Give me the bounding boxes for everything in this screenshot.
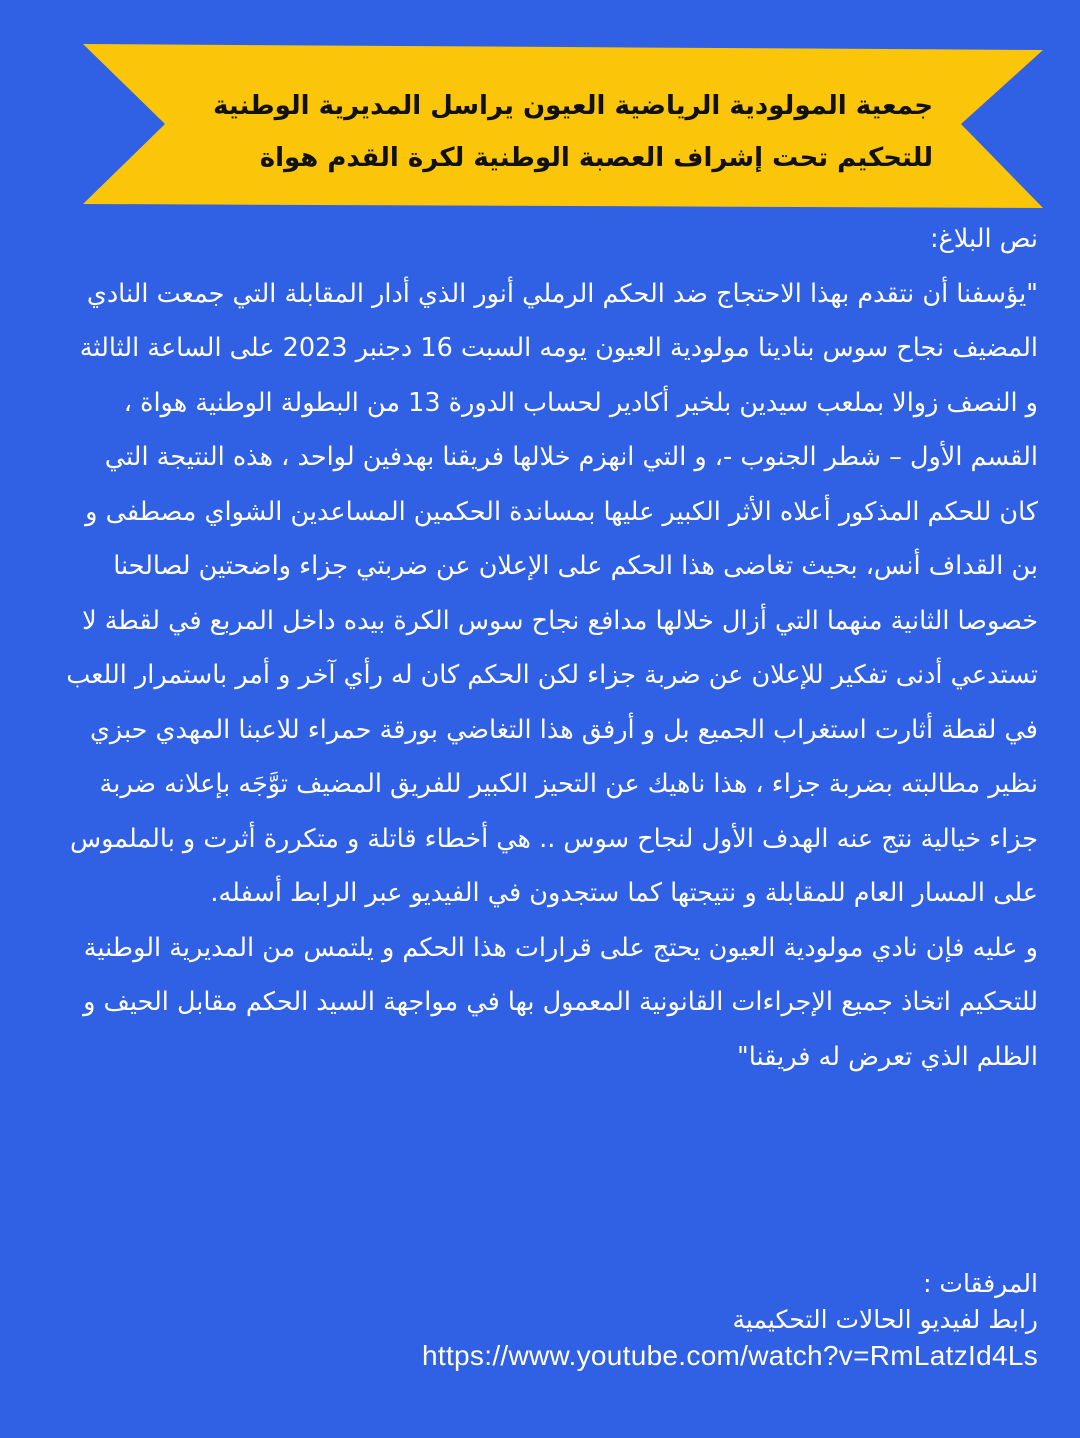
banner-title: جمعية المولودية الرياضية العيون يراسل المديرية الوطنية للتحكيم تحت إشراف العصبة الوطنية لكرة القدم هواة: [213, 91, 933, 173]
video-link-url[interactable]: https://www.youtube.com/watch?v=RmLatzId4Ls: [422, 1340, 1038, 1371]
video-link-label: رابط لفيديو الحالات التحكيمية: [732, 1305, 1038, 1334]
statement-body: [60, 212, 1038, 1084]
statement-paragraph-1: "يؤسفنا أن نتقدم بهذا الاحتجاج ضد الحكم الرملي أنور الذي أدار المقابلة التي جمعت النادي المضيف نجاح سوس بنادينا مولودية العيون يومه السبت 16 دجنبر 2023 على الساعة الثالثة و النصف زوالا بملعب سيدين بلخير أكادير لحساب الدورة 13 من البطولة الوطنية هواة ، القسم الأول – شطر الجنوب -، و التي انهزم خلالها فريقنا بهدفين لواحد ، هذه النتيجة التي كان للحكم المذكور أعلاه الأثر الكبير عليها بمساندة الحكمين المساعدين الشواي مصطفى و بن القداف أنس، بحيث تغاضى هذا الحكم على الإعلان عن ضربتي جزاء واضحتين لصالحنا خصوصا الثانية منهما التي أزال خلالها مدافع نجاح سوس الكرة بيده داخل المربع في لقطة لا تستدعي أدنى تفكير للإعلان عن ضربة جزاء لكن الحكم كان له رأي آخر و أمر باستمرار اللعب في لقطة أثارت استغراب الجميع بل و أرفق هذا التغاضي بورقة حمراء للاعبنا المهدي حبزي نظير مطالبته بضربة جزاء ، هذا ناهيك عن التحيز الكبير للفريق المضيف توَّجَه بإعلانه ضربة جزاء خيالية نتج عنه الهدف الأول لنجاح سوس .. هي أخطاء قاتلة و متكررة أثرت و بالملموس على المسار العام للمقابلة و نتيجتها كما ستجدون في الفيديو عبر الرابط أسفله.: [66, 278, 1038, 908]
attachments-heading: المرفقات :: [923, 1269, 1038, 1298]
statement-heading: نص البلاغ:: [929, 224, 1038, 254]
title-banner: [83, 44, 1043, 208]
statement-paragraph-2: و عليه فإن نادي مولودية العيون يحتج على قرارات هذا الحكم و يلتمس من المديرية الوطنية للتحكيم اتخاذ جميع الإجراءات القانونية المعمول بها في مواجهة السيد الحكم مقابل الحيف و الظلم الذي تعرض له فريقنا": [83, 932, 1038, 1072]
attachments-section: [60, 1266, 1038, 1374]
